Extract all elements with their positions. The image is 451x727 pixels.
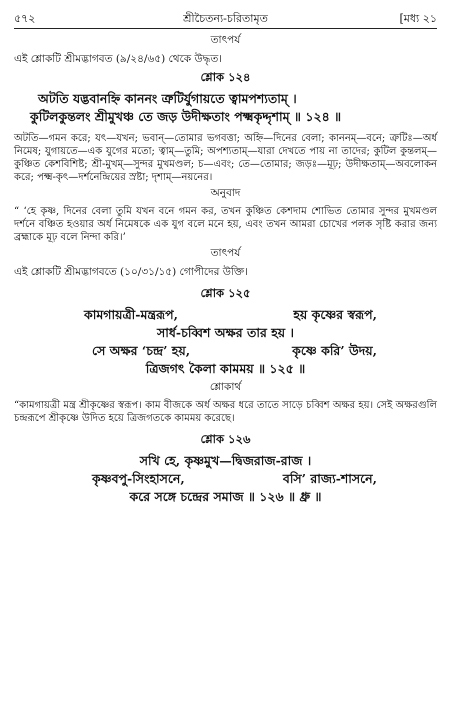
sloka-126-heading: শ্লোক ১২৬	[200, 432, 251, 446]
section-label: [মধ্য ২১	[399, 12, 437, 25]
anubad-label: অনুবাদ	[210, 187, 241, 199]
sloka-124-line-1: অটতি যদ্ভবানহ্নি কাননং ত্রুটির্যুগায়তে ত্বামপশ্যতাম্ ।	[38, 91, 297, 106]
sloka-124-heading: শ্লোক ১২৪	[200, 70, 251, 84]
sloka-126-line-2	[14, 470, 437, 488]
sloka-125-line-3a: সে অক্ষর ‘চন্দ্র’ হয়,	[92, 343, 191, 358]
sloka-125-line-4: ত্রিজগৎ কৈলা কামময় ॥ ১২৫ ॥	[145, 361, 306, 376]
slokartha-label: শ্লোকার্থ	[209, 381, 242, 393]
purport-text-2: এই শ্লোকটি শ্রীমদ্ভাগবতে (১০/৩১/১৫) গোপীদের উক্তি।	[14, 266, 248, 278]
tatparya-label-1: তাৎপর্য	[210, 34, 241, 46]
tatparya-label-2: তাৎপর্য	[210, 247, 241, 259]
sloka-125-line-1a: কামগায়ত্রী-মন্ত্ররূপ,	[84, 307, 179, 322]
sloka-126-line-2b: বসি’ রাজ্য-শাসনে,	[282, 471, 377, 486]
sloka-124-line-2: কুটিলকুন্তলং শ্রীমুখঞ্চ তে জড় উদীক্ষতাং পক্ষ্মকৃদ্দৃশাম্ ॥ ১২৪ ॥	[30, 109, 342, 124]
sloka-124-translation: “ ‘হে কৃষ্ণ, দিনের বেলা তুমি যখন বনে গমন কর, তখন কুঞ্চিত কেশদাম শোভিত তোমার সুন্দর মুখমণ্ডল দর্শনে বঞ্চিত হওয়ার অর্ধ নিমেষকে এক যুগ বলে মনে হয়, এবং তখন আমরা চোখের পলক সৃষ্টি করার জন্য ব্রহ্মাকে মূঢ় বলে নিন্দা করি।’	[14, 206, 437, 243]
page-title: শ্রীচৈতন্য-চরিতামৃত	[183, 12, 268, 25]
sloka-125-line-3b: কৃষ্ণে করি’ উদয়,	[292, 343, 377, 358]
sloka-126-line-2a: কৃষ্ণবপু-সিংহাসনে,	[92, 471, 185, 486]
sloka-125-heading: শ্লোক ১২৫	[200, 286, 251, 300]
sloka-125-meaning: “কামগায়ত্রী মন্ত্র শ্রীকৃষ্ণের স্বরূপ। কাম বীজকে অর্ধ অক্ষর ধরে তাতে সাড়ে চব্বিশ অক্ষর হয়। সেই অক্ষরগুলি চন্দ্ররূপে শ্রীকৃষ্ণে উদিত হয়ে ত্রিজগতকে কামময় করেছে।	[14, 400, 437, 424]
sloka-125-line-1b: হয় কৃষ্ণের স্বরূপ,	[293, 307, 377, 322]
page	[0, 6, 451, 727]
sloka-124-word-meanings: অটতি—গমন করে; যৎ—যখন; ভবান্—তোমার ভগবত্তা; অহ্নি—দিনের বেলা; কাননম্—বনে; ত্রুটিঃ—অর্ধ নিমেষ; যুগায়তে—এক যুগের মতো; ত্বাম্—তুমি; অপশ্যতাম্—যারা দেখতে পায় না তাদের; কুটিল কুন্তলম্—কুঞ্চিত কেশবিশিষ্ট; শ্রী-মুখম্—সুন্দর মুখমণ্ডল; চ—এবং; তে—তোমার; জড়ঃ—মূঢ়; উদীক্ষতাম্—অবলোকন করে; পক্ষ্ম-কৃৎ—দর্শনেন্দ্রিয়ের স্রষ্টা; দৃশাম্—নয়নের।	[14, 133, 437, 183]
sloka-126-line-3: করে সঙ্গে চন্দ্রের সমাজ ॥ ১২৬ ॥ ধ্রু ॥	[129, 489, 322, 504]
page-number: ৫৭২	[14, 12, 36, 25]
sloka-125-line-2: সার্ধ-চব্বিশ অক্ষর তার হয় ।	[157, 325, 294, 340]
sloka-125-line-1	[14, 306, 437, 324]
purport-text-1: এই শ্লোকটি শ্রীমদ্ভাগবত (৯/২৪/৬৫) থেকে উদ্ধৃত।	[14, 53, 222, 65]
page-header	[14, 6, 437, 28]
sloka-125-line-3	[14, 342, 437, 360]
sloka-126-line-1: সখি হে, কৃষ্ণমুখ—দ্বিজরাজ-রাজ ।	[139, 453, 312, 468]
